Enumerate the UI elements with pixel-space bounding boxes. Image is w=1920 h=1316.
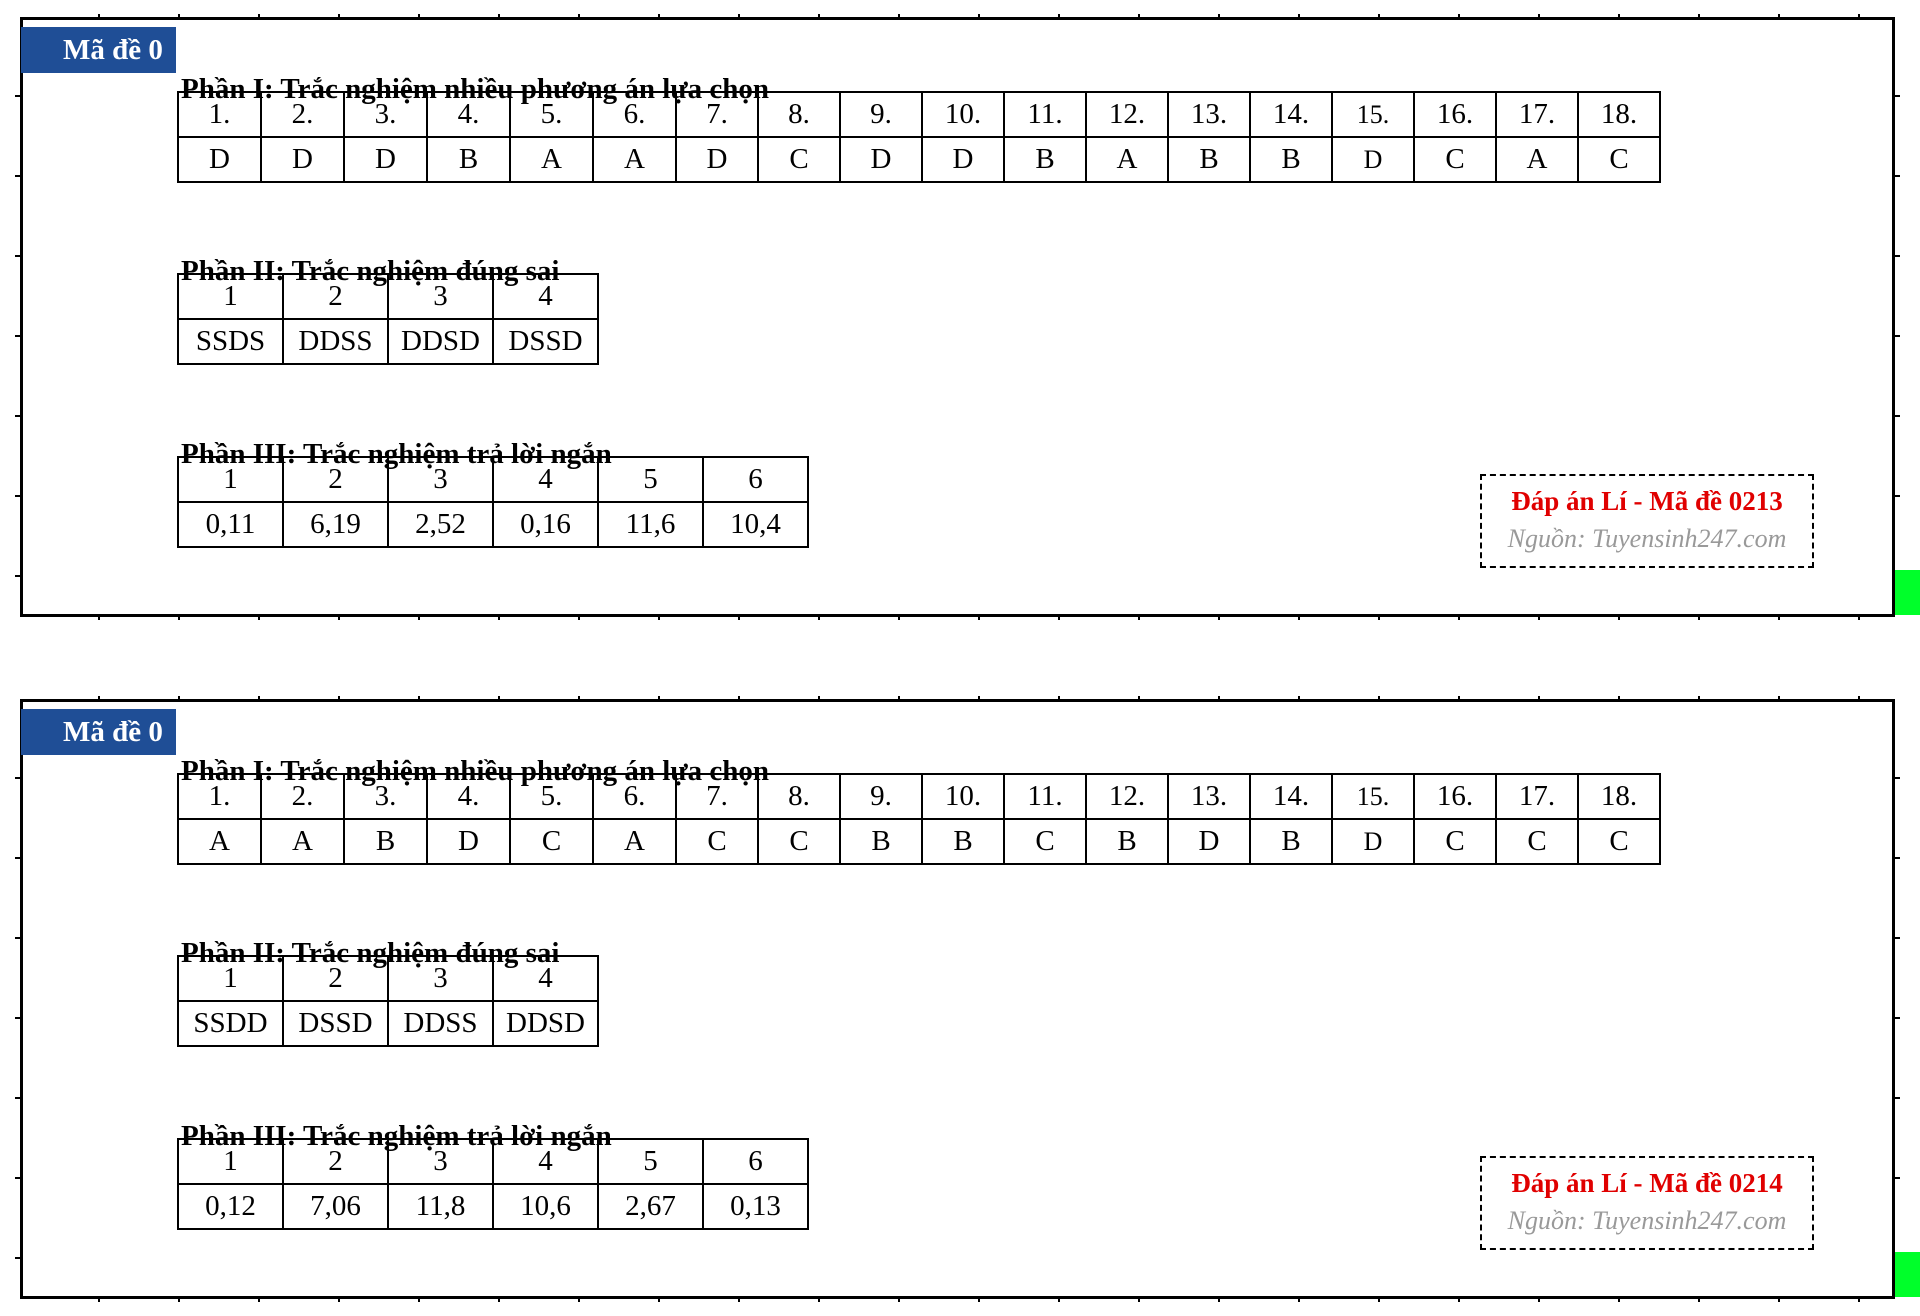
answer-cell: A <box>178 819 261 864</box>
question-number-cell: 7. <box>676 92 758 137</box>
question-number-cell: 4 <box>493 457 598 502</box>
answer-row <box>178 137 1660 182</box>
answer-cell: D <box>1168 819 1250 864</box>
question-number-row <box>178 956 598 1001</box>
question-number-cell: 14. <box>1250 92 1332 137</box>
answer-cell: C <box>510 819 593 864</box>
answer-cell: DDSS <box>283 319 388 364</box>
answer-cell: C <box>758 137 840 182</box>
question-number-cell: 2 <box>283 1139 388 1184</box>
question-number-cell: 4 <box>493 1139 598 1184</box>
part3-answer-table <box>177 456 809 548</box>
question-number-cell: 12. <box>1086 774 1168 819</box>
answer-cell: D <box>261 137 344 182</box>
question-number-cell: 6 <box>703 457 808 502</box>
answer-cell: C <box>1578 137 1660 182</box>
answer-cell: SSDD <box>178 1001 283 1046</box>
question-number-row <box>178 92 1660 137</box>
answer-key-panel <box>20 17 1895 617</box>
answer-key-panel <box>20 699 1895 1299</box>
answer-cell: B <box>1250 819 1332 864</box>
answer-cell: 11,6 <box>598 502 703 547</box>
answer-cell: C <box>1004 819 1086 864</box>
answer-cell: DDSD <box>388 319 493 364</box>
question-number-cell: 15. <box>1332 92 1414 137</box>
answer-cell: B <box>427 137 510 182</box>
answer-cell: C <box>676 819 758 864</box>
question-number-row <box>178 274 598 319</box>
question-number-cell: 3 <box>388 1139 493 1184</box>
answer-cell: 2,52 <box>388 502 493 547</box>
answer-cell: 0,12 <box>178 1184 283 1229</box>
question-number-cell: 4. <box>427 774 510 819</box>
question-number-cell: 1 <box>178 457 283 502</box>
question-number-cell: 9. <box>840 92 922 137</box>
answer-cell: DDSS <box>388 1001 493 1046</box>
answer-cell: 11,8 <box>388 1184 493 1229</box>
question-number-row <box>178 1139 808 1184</box>
exam-code-tab: Mã đề 0 <box>21 27 176 73</box>
green-corner-marker <box>1895 1252 1920 1297</box>
question-number-cell: 6 <box>703 1139 808 1184</box>
question-number-cell: 18. <box>1578 774 1660 819</box>
source-credit-box <box>1480 1156 1814 1250</box>
question-number-cell: 1 <box>178 1139 283 1184</box>
question-number-cell: 5. <box>510 92 593 137</box>
part1-answer-table <box>177 773 1661 865</box>
part3-title: Phần III: Trắc nghiệm trả lời ngắn <box>181 438 612 470</box>
frame-ticks-right <box>1895 699 1900 1299</box>
question-number-cell: 1 <box>178 956 283 1001</box>
question-number-cell: 3. <box>344 774 427 819</box>
question-number-cell: 16. <box>1414 92 1496 137</box>
question-number-cell: 8. <box>758 774 840 819</box>
question-number-cell: 11. <box>1004 774 1086 819</box>
answer-cell: 0,11 <box>178 502 283 547</box>
question-number-cell: 2 <box>283 274 388 319</box>
part2-title: Phần II: Trắc nghiệm đúng sai <box>181 937 560 969</box>
part2-answer-table <box>177 273 599 365</box>
answer-row <box>178 1184 808 1229</box>
question-number-cell: 5 <box>598 1139 703 1184</box>
question-number-cell: 11. <box>1004 92 1086 137</box>
question-number-cell: 5. <box>510 774 593 819</box>
question-number-cell: 12. <box>1086 92 1168 137</box>
frame-ticks-right <box>1895 17 1900 617</box>
question-number-cell: 15. <box>1332 774 1414 819</box>
credit-title: Đáp án Lí - Mã đề 0213 <box>1511 486 1783 516</box>
question-number-cell: 7. <box>676 774 758 819</box>
credit-source: Nguồn: Tuyensinh247.com <box>1507 524 1787 553</box>
answer-cell: C <box>1578 819 1660 864</box>
question-number-cell: 3 <box>388 274 493 319</box>
answer-cell: B <box>1168 137 1250 182</box>
question-number-cell: 18. <box>1578 92 1660 137</box>
answer-row <box>178 819 1660 864</box>
answer-cell: 6,19 <box>283 502 388 547</box>
answer-cell: D <box>427 819 510 864</box>
question-number-cell: 13. <box>1168 92 1250 137</box>
part1-answer-table <box>177 91 1661 183</box>
answer-cell: A <box>593 137 676 182</box>
question-number-cell: 1. <box>178 774 261 819</box>
question-number-cell: 3. <box>344 92 427 137</box>
part2-answer-table <box>177 955 599 1047</box>
question-number-cell: 4 <box>493 274 598 319</box>
answer-cell: DSSD <box>493 319 598 364</box>
question-number-cell: 2. <box>261 774 344 819</box>
answer-cell: D <box>922 137 1004 182</box>
question-number-cell: 4 <box>493 956 598 1001</box>
question-number-cell: 10. <box>922 774 1004 819</box>
question-number-row <box>178 457 808 502</box>
answer-cell: C <box>1414 137 1496 182</box>
part2-title: Phần II: Trắc nghiệm đúng sai <box>181 255 560 287</box>
answer-cell: B <box>1086 819 1168 864</box>
answer-row <box>178 1001 598 1046</box>
question-number-cell: 4. <box>427 92 510 137</box>
question-number-cell: 13. <box>1168 774 1250 819</box>
question-number-cell: 6. <box>593 774 676 819</box>
question-number-cell: 8. <box>758 92 840 137</box>
answer-cell: B <box>1004 137 1086 182</box>
part1-title: Phần I: Trắc nghiệm nhiều phương án lựa chọn <box>181 73 770 105</box>
answer-cell: C <box>1414 819 1496 864</box>
frame-ticks-left <box>15 699 20 1299</box>
source-credit-box <box>1480 474 1814 568</box>
question-number-cell: 10. <box>922 92 1004 137</box>
answer-cell: 0,13 <box>703 1184 808 1229</box>
question-number-cell: 1 <box>178 274 283 319</box>
answer-row <box>178 319 598 364</box>
question-number-cell: 9. <box>840 774 922 819</box>
answer-cell: B <box>840 819 922 864</box>
answer-cell: A <box>593 819 676 864</box>
part3-answer-table <box>177 1138 809 1230</box>
answer-cell: C <box>1496 819 1578 864</box>
answer-cell: SSDS <box>178 319 283 364</box>
answer-cell: 2,67 <box>598 1184 703 1229</box>
frame-ticks-left <box>15 17 20 617</box>
answer-cell: A <box>510 137 593 182</box>
answer-cell: A <box>1086 137 1168 182</box>
answer-cell: A <box>1496 137 1578 182</box>
answer-cell: 10,4 <box>703 502 808 547</box>
credit-source: Nguồn: Tuyensinh247.com <box>1507 1206 1787 1235</box>
credit-title: Đáp án Lí - Mã đề 0214 <box>1511 1168 1783 1198</box>
answer-cell: C <box>758 819 840 864</box>
answer-cell: D <box>1332 137 1414 182</box>
answer-cell: D <box>178 137 261 182</box>
question-number-cell: 17. <box>1496 774 1578 819</box>
answer-cell: D <box>344 137 427 182</box>
exam-code-tab: Mã đề 0 <box>21 709 176 755</box>
answer-cell: D <box>840 137 922 182</box>
answer-cell: 7,06 <box>283 1184 388 1229</box>
green-corner-marker <box>1895 570 1920 615</box>
answer-cell: B <box>344 819 427 864</box>
question-number-cell: 6. <box>593 92 676 137</box>
answer-row <box>178 502 808 547</box>
question-number-cell: 17. <box>1496 92 1578 137</box>
answer-cell: B <box>1250 137 1332 182</box>
answer-cell: D <box>1332 819 1414 864</box>
answer-cell: DSSD <box>283 1001 388 1046</box>
answer-cell: B <box>922 819 1004 864</box>
answer-cell: D <box>676 137 758 182</box>
answer-cell: DDSD <box>493 1001 598 1046</box>
question-number-row <box>178 774 1660 819</box>
question-number-cell: 16. <box>1414 774 1496 819</box>
question-number-cell: 14. <box>1250 774 1332 819</box>
answer-cell: 0,16 <box>493 502 598 547</box>
question-number-cell: 3 <box>388 457 493 502</box>
answer-cell: 10,6 <box>493 1184 598 1229</box>
question-number-cell: 2 <box>283 956 388 1001</box>
part1-title: Phần I: Trắc nghiệm nhiều phương án lựa chọn <box>181 755 770 787</box>
answer-cell: A <box>261 819 344 864</box>
question-number-cell: 5 <box>598 457 703 502</box>
question-number-cell: 1. <box>178 92 261 137</box>
question-number-cell: 2 <box>283 457 388 502</box>
question-number-cell: 3 <box>388 956 493 1001</box>
part3-title: Phần III: Trắc nghiệm trả lời ngắn <box>181 1120 612 1152</box>
question-number-cell: 2. <box>261 92 344 137</box>
